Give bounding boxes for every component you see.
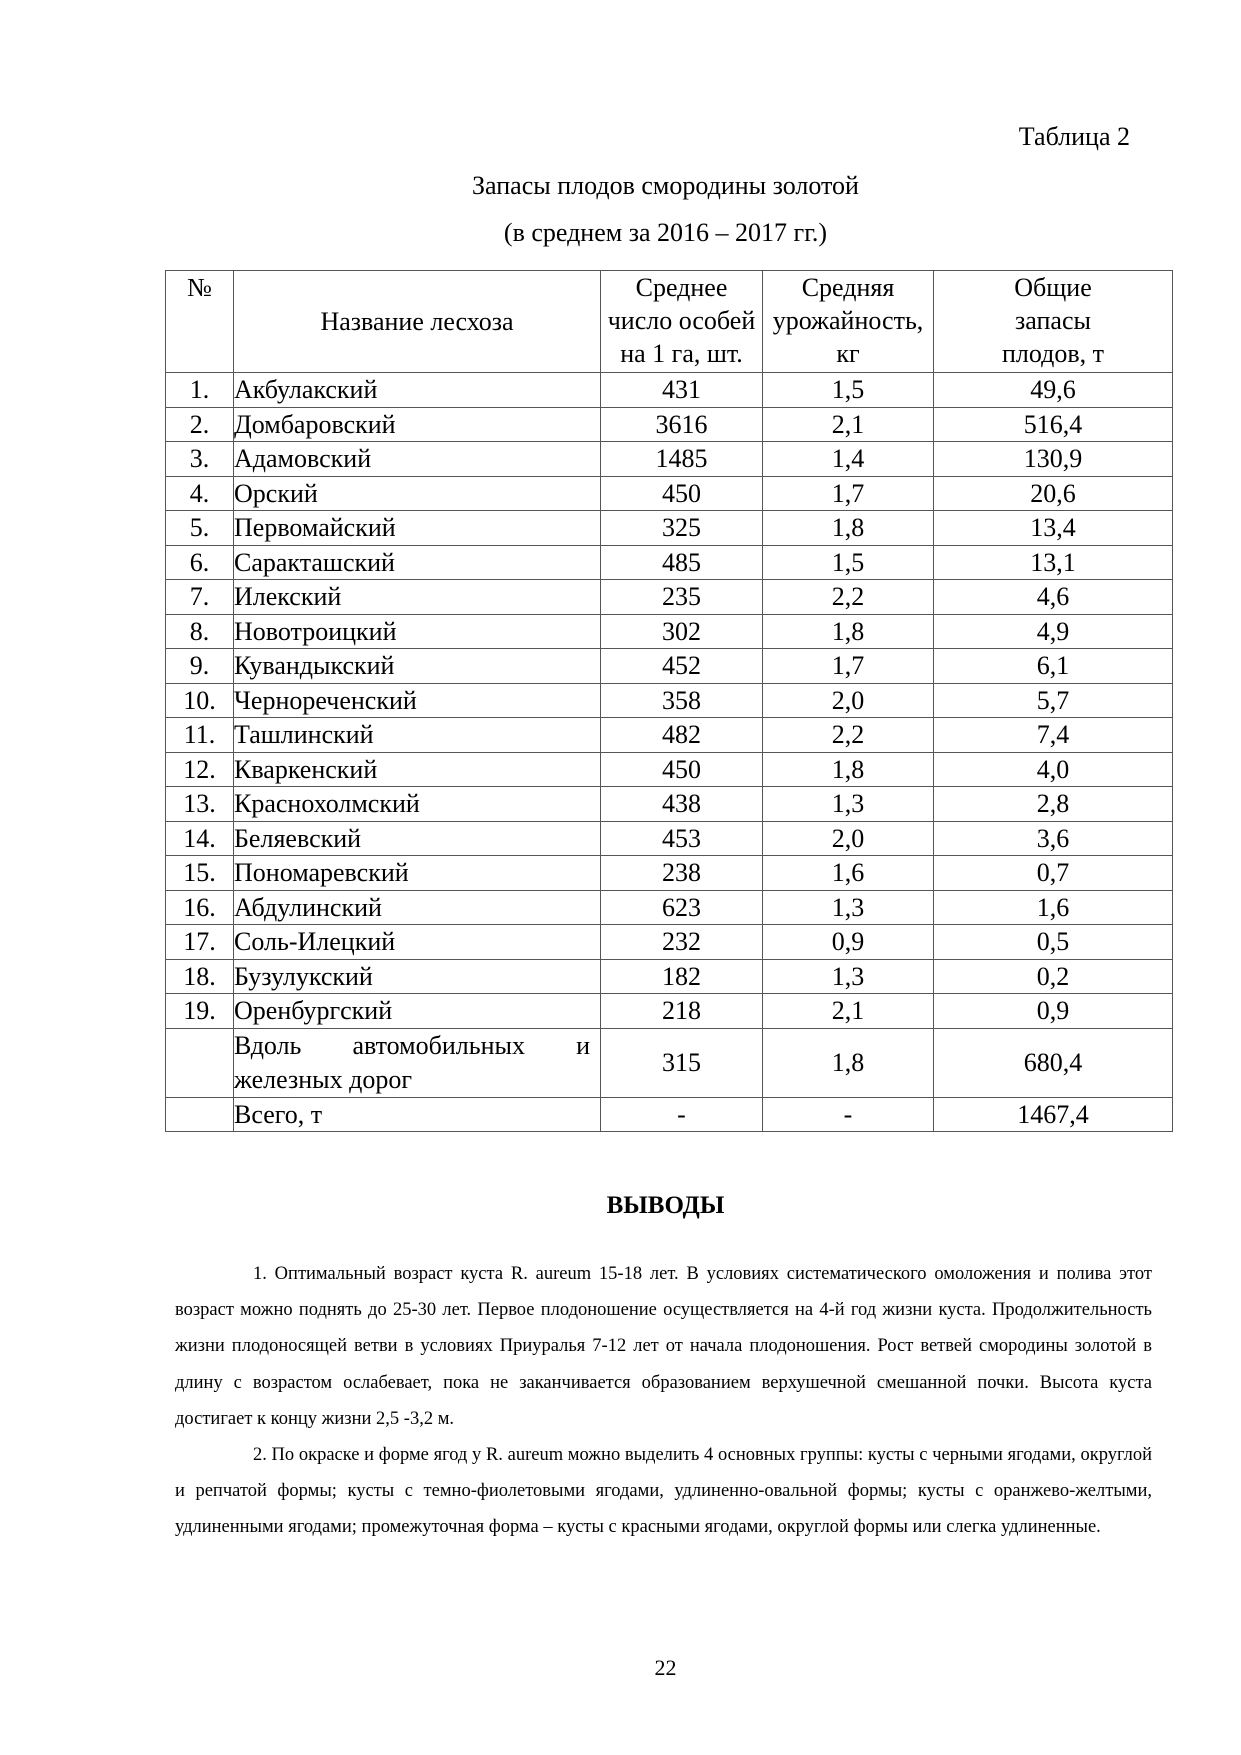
row-density: 315 xyxy=(601,1028,763,1097)
row-number: 7. xyxy=(166,580,234,615)
row-name: Кувандыкский xyxy=(234,649,601,684)
row-yield: 1,5 xyxy=(763,373,934,408)
row-name: Адамовский xyxy=(234,442,601,477)
row-name: Кваркенский xyxy=(234,752,601,787)
table-row xyxy=(166,476,1173,511)
row-name: Вдоль автомобильных и железных дорог xyxy=(234,1028,601,1097)
row-stock: 1,6 xyxy=(934,890,1173,925)
row-name: Акбулакский xyxy=(234,373,601,408)
header-density-line: на 1 га, шт. xyxy=(620,339,743,368)
table-row xyxy=(166,718,1173,753)
row-name: Первомайский xyxy=(234,511,601,546)
row-density: 1485 xyxy=(601,442,763,477)
row-yield: 1,3 xyxy=(763,890,934,925)
conclusion-text-2: 2. По окраске и форме ягод у R. aureum можно выделить 4 основных группы: кусты с черными ягодами, округлой и репчатой формы; кусты с темно-фиолетовыми ягодами, удлиненно-овальной формы; кусты с оранжево-желтыми, удлиненными ягодами; промежуточная форма – кусты с красными ягодами, округлой формы или слегка удлиненные. xyxy=(175,1445,1152,1538)
row-number: 9. xyxy=(166,649,234,684)
row-yield: 2,1 xyxy=(763,407,934,442)
row-density: 431 xyxy=(601,373,763,408)
row-density: 450 xyxy=(601,752,763,787)
row-number: 10. xyxy=(166,683,234,718)
row-number: 16. xyxy=(166,890,234,925)
header-density-line: число особей xyxy=(607,306,756,335)
row-name: Всего, т xyxy=(234,1097,601,1132)
row-name: Илекский xyxy=(234,580,601,615)
table-row xyxy=(166,373,1173,408)
table-row xyxy=(166,407,1173,442)
row-stock: 7,4 xyxy=(934,718,1173,753)
header-stock-line: плодов, т xyxy=(1001,339,1104,368)
row-stock: 4,0 xyxy=(934,752,1173,787)
row-yield: 2,2 xyxy=(763,718,934,753)
table-row xyxy=(166,1097,1173,1132)
fruit-stock-table xyxy=(165,270,1173,1132)
table-row xyxy=(166,511,1173,546)
header-yield-line: Средняя xyxy=(801,273,895,302)
header-num: № xyxy=(166,271,234,373)
row-name: Саракташский xyxy=(234,545,601,580)
row-yield: 2,1 xyxy=(763,994,934,1029)
row-yield: - xyxy=(763,1097,934,1132)
row-yield: 2,0 xyxy=(763,821,934,856)
row-name: Абдулинский xyxy=(234,890,601,925)
table-row xyxy=(166,821,1173,856)
table-title: Запасы плодов смородины золотой xyxy=(472,171,859,200)
table-row xyxy=(166,1028,1173,1097)
row-yield: 1,7 xyxy=(763,476,934,511)
row-name: Бузулукский xyxy=(234,959,601,994)
row-yield: 2,2 xyxy=(763,580,934,615)
row-number: 5. xyxy=(166,511,234,546)
row-stock: 20,6 xyxy=(934,476,1173,511)
row-yield: 1,6 xyxy=(763,856,934,891)
row-number: 19. xyxy=(166,994,234,1029)
header-stock-line: запасы xyxy=(1015,306,1091,335)
row-number: 4. xyxy=(166,476,234,511)
row-name: Оренбургский xyxy=(234,994,601,1029)
header-name: Название лесхоза xyxy=(234,271,601,373)
table-body xyxy=(166,373,1173,1132)
row-density: 302 xyxy=(601,614,763,649)
table-subtitle: (в среднем за 2016 – 2017 гг.) xyxy=(503,218,828,247)
table-label: Таблица 2 xyxy=(1018,122,1130,151)
row-number: 17. xyxy=(166,925,234,960)
row-stock: 6,1 xyxy=(934,649,1173,684)
row-stock: 1467,4 xyxy=(934,1097,1173,1132)
row-yield: 1,5 xyxy=(763,545,934,580)
table-row xyxy=(166,545,1173,580)
row-stock: 3,6 xyxy=(934,821,1173,856)
table-row xyxy=(166,683,1173,718)
row-number: 14. xyxy=(166,821,234,856)
table-row xyxy=(166,649,1173,684)
header-density-line: Среднее xyxy=(635,273,728,302)
row-stock: 130,9 xyxy=(934,442,1173,477)
row-stock: 680,4 xyxy=(934,1028,1173,1097)
row-yield: 1,4 xyxy=(763,442,934,477)
row-density: 482 xyxy=(601,718,763,753)
row-density: 232 xyxy=(601,925,763,960)
row-number xyxy=(166,1097,234,1132)
header-yield-line: урожайность, xyxy=(772,306,924,335)
row-stock: 13,4 xyxy=(934,511,1173,546)
row-density: 358 xyxy=(601,683,763,718)
row-density: 438 xyxy=(601,787,763,822)
row-number: 15. xyxy=(166,856,234,891)
row-number: 8. xyxy=(166,614,234,649)
row-density: 485 xyxy=(601,545,763,580)
header-yield xyxy=(763,271,934,373)
row-density: 235 xyxy=(601,580,763,615)
row-yield: 1,8 xyxy=(763,752,934,787)
table-row xyxy=(166,925,1173,960)
row-stock: 0,9 xyxy=(934,994,1173,1029)
table-row xyxy=(166,580,1173,615)
table-row xyxy=(166,890,1173,925)
header-yield-line: кг xyxy=(836,339,860,368)
table-row xyxy=(166,856,1173,891)
row-name: Пономаревский xyxy=(234,856,601,891)
row-name: Новотроицкий xyxy=(234,614,601,649)
row-stock: 0,7 xyxy=(934,856,1173,891)
row-yield: 1,7 xyxy=(763,649,934,684)
row-stock: 49,6 xyxy=(934,373,1173,408)
header-stock-line: Общие xyxy=(1014,273,1092,302)
page-number: 22 xyxy=(654,1655,677,1680)
row-name: Краснохолмский xyxy=(234,787,601,822)
row-name: Соль-Илецкий xyxy=(234,925,601,960)
conclusion-paragraph-1 xyxy=(175,1256,1152,1437)
row-density: 238 xyxy=(601,856,763,891)
row-number: 18. xyxy=(166,959,234,994)
row-number: 12. xyxy=(166,752,234,787)
header-density xyxy=(601,271,763,373)
row-stock: 2,8 xyxy=(934,787,1173,822)
row-name: Ташлинский xyxy=(234,718,601,753)
row-number: 11. xyxy=(166,718,234,753)
row-yield: 1,3 xyxy=(763,787,934,822)
row-density: 182 xyxy=(601,959,763,994)
row-number: 3. xyxy=(166,442,234,477)
row-number: 6. xyxy=(166,545,234,580)
row-name: Домбаровский xyxy=(234,407,601,442)
row-density: 218 xyxy=(601,994,763,1029)
row-density: - xyxy=(601,1097,763,1132)
table-row xyxy=(166,442,1173,477)
row-stock: 13,1 xyxy=(934,545,1173,580)
row-name: Беляевский xyxy=(234,821,601,856)
row-density: 453 xyxy=(601,821,763,856)
conclusions-heading: ВЫВОДЫ xyxy=(606,1192,725,1219)
row-stock: 516,4 xyxy=(934,407,1173,442)
row-density: 3616 xyxy=(601,407,763,442)
row-stock: 0,5 xyxy=(934,925,1173,960)
conclusion-text-1: 1. Оптимальный возраст куста R. aureum 15-18 лет. В условиях систематического омоложения и полива этот возраст можно поднять до 25-30 лет. Первое плодоношение осуществляется на 4-й год жизни куста. Продолжительность жизни плодоносящей ветви в условиях Приуралья 7-12 лет от начала плодоношения. Рост ветвей смородины золотой в длину с возрастом ослабевает, пока не заканчивается образованием верхушечной смешанной почки. Высота куста достигает к концу жизни 2,5 -3,2 м. xyxy=(175,1264,1152,1429)
table-row xyxy=(166,752,1173,787)
row-stock: 4,6 xyxy=(934,580,1173,615)
row-yield: 1,8 xyxy=(763,511,934,546)
row-stock: 0,2 xyxy=(934,959,1173,994)
row-name: Орский xyxy=(234,476,601,511)
row-density: 452 xyxy=(601,649,763,684)
table-row xyxy=(166,614,1173,649)
row-name: Чернореченский xyxy=(234,683,601,718)
table-row xyxy=(166,959,1173,994)
row-number xyxy=(166,1028,234,1097)
table-row xyxy=(166,787,1173,822)
row-yield: 1,3 xyxy=(763,959,934,994)
row-density: 450 xyxy=(601,476,763,511)
header-stock xyxy=(934,271,1173,373)
row-stock: 5,7 xyxy=(934,683,1173,718)
row-yield: 2,0 xyxy=(763,683,934,718)
row-density: 325 xyxy=(601,511,763,546)
row-number: 1. xyxy=(166,373,234,408)
row-number: 2. xyxy=(166,407,234,442)
row-yield: 1,8 xyxy=(763,1028,934,1097)
row-stock: 4,9 xyxy=(934,614,1173,649)
row-density: 623 xyxy=(601,890,763,925)
table-header-row xyxy=(166,271,1173,373)
row-number: 13. xyxy=(166,787,234,822)
row-yield: 0,9 xyxy=(763,925,934,960)
conclusion-paragraph-2 xyxy=(175,1437,1152,1546)
table-row xyxy=(166,994,1173,1029)
row-yield: 1,8 xyxy=(763,614,934,649)
